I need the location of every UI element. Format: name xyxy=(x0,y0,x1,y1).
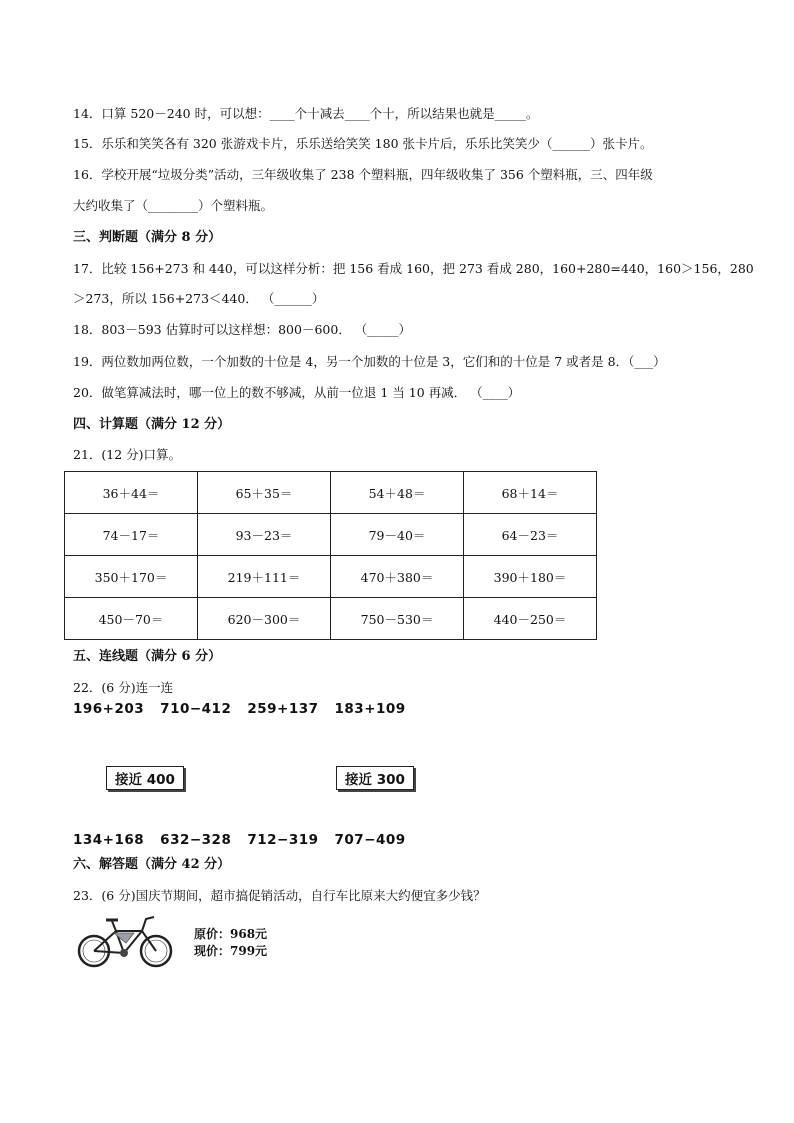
question-17-line-2: ＞273，所以 156+273＜440． （______） xyxy=(73,291,325,306)
table-cell: 65＋35＝ xyxy=(198,472,331,514)
table-cell: 750－530＝ xyxy=(331,598,464,640)
expression: 196+203 xyxy=(73,701,145,717)
table-cell: 470＋380＝ xyxy=(331,556,464,598)
question-23: 23．(6 分)国庆节期间，超市搞促销活动，自行车比原来大约便宜多少钱？ xyxy=(73,888,486,903)
expression: 712−319 xyxy=(247,832,319,848)
question-15: 15．乐乐和笑笑各有 320 张游戏卡片，乐乐送给笑笑 180 张卡片后，乐乐比笑笑少（______）张卡片。 xyxy=(73,136,653,151)
expression: 710−412 xyxy=(160,701,232,717)
question-22: 22．(6 分)连一连 xyxy=(73,680,174,695)
table-cell: 390＋180＝ xyxy=(464,556,597,598)
bicycle-image xyxy=(76,911,176,969)
table-cell: 440－250＝ xyxy=(464,598,597,640)
question-16-line-1: 16．学校开展“垃圾分类”活动，三年级收集了 238 个塑料瓶，四年级收集了 356 个塑料瓶，三、四年级 xyxy=(73,167,653,182)
question-19: 19．两位数加两位数，一个加数的十位是 4，另一个加数的十位是 3，它们和的十位是 7 或者是 8．（___） xyxy=(73,354,666,369)
current-price: 现价：799元 xyxy=(194,944,268,958)
box-near-400: 接近 400 xyxy=(106,766,184,790)
table-cell: 350＋170＝ xyxy=(65,556,198,598)
table-row xyxy=(65,514,597,556)
table-cell: 54＋48＝ xyxy=(331,472,464,514)
expression: 707−409 xyxy=(334,832,406,848)
original-price: 原价：968元 xyxy=(194,927,268,941)
table-cell: 620－300＝ xyxy=(198,598,331,640)
expression: 183+109 xyxy=(334,701,406,717)
table-row xyxy=(65,556,597,598)
question-14: 14．口算 520－240 时，可以想：____个十减去____个十，所以结果也就是_____。 xyxy=(73,106,539,121)
table-cell: 74－17＝ xyxy=(65,514,198,556)
section-5-heading: 五、连线题（满分 6 分） xyxy=(73,649,222,664)
table-cell: 219＋111＝ xyxy=(198,556,331,598)
expression: 259+137 xyxy=(247,701,319,717)
table-cell: 79－40＝ xyxy=(331,514,464,556)
table-cell: 68＋14＝ xyxy=(464,472,597,514)
section-6-heading: 六、解答题（满分 42 分） xyxy=(73,857,231,872)
table-cell: 450－70＝ xyxy=(65,598,198,640)
top-expressions xyxy=(73,701,422,717)
section-3-heading: 三、判断题（满分 8 分） xyxy=(73,230,222,245)
question-20: 20．做笔算减法时，哪一位上的数不够减，从前一位退 1 当 10 再减． （____） xyxy=(73,385,521,400)
question-16-line-2: 大约收集了（________）个塑料瓶。 xyxy=(73,198,274,213)
bottom-expressions xyxy=(73,832,422,848)
table-row xyxy=(65,472,597,514)
section-4-heading: 四、计算题（满分 12 分） xyxy=(73,417,231,432)
expression: 134+168 xyxy=(73,832,145,848)
table-cell: 36＋44＝ xyxy=(65,472,198,514)
question-17-line-1: 17．比较 156+273 和 440，可以这样分析：把 156 看成 160，把 273 看成 280，160+280=440，160＞156，280 xyxy=(73,261,754,276)
question-21: 21．(12 分)口算。 xyxy=(73,447,182,462)
box-near-300: 接近 300 xyxy=(336,766,414,790)
question-18: 18．803－593 估算时可以这样想：800－600． （_____） xyxy=(73,322,412,337)
table-cell: 64－23＝ xyxy=(464,514,597,556)
expression: 632−328 xyxy=(160,832,232,848)
table-row xyxy=(65,598,597,640)
table-cell: 93－23＝ xyxy=(198,514,331,556)
mental-math-table xyxy=(64,471,597,640)
